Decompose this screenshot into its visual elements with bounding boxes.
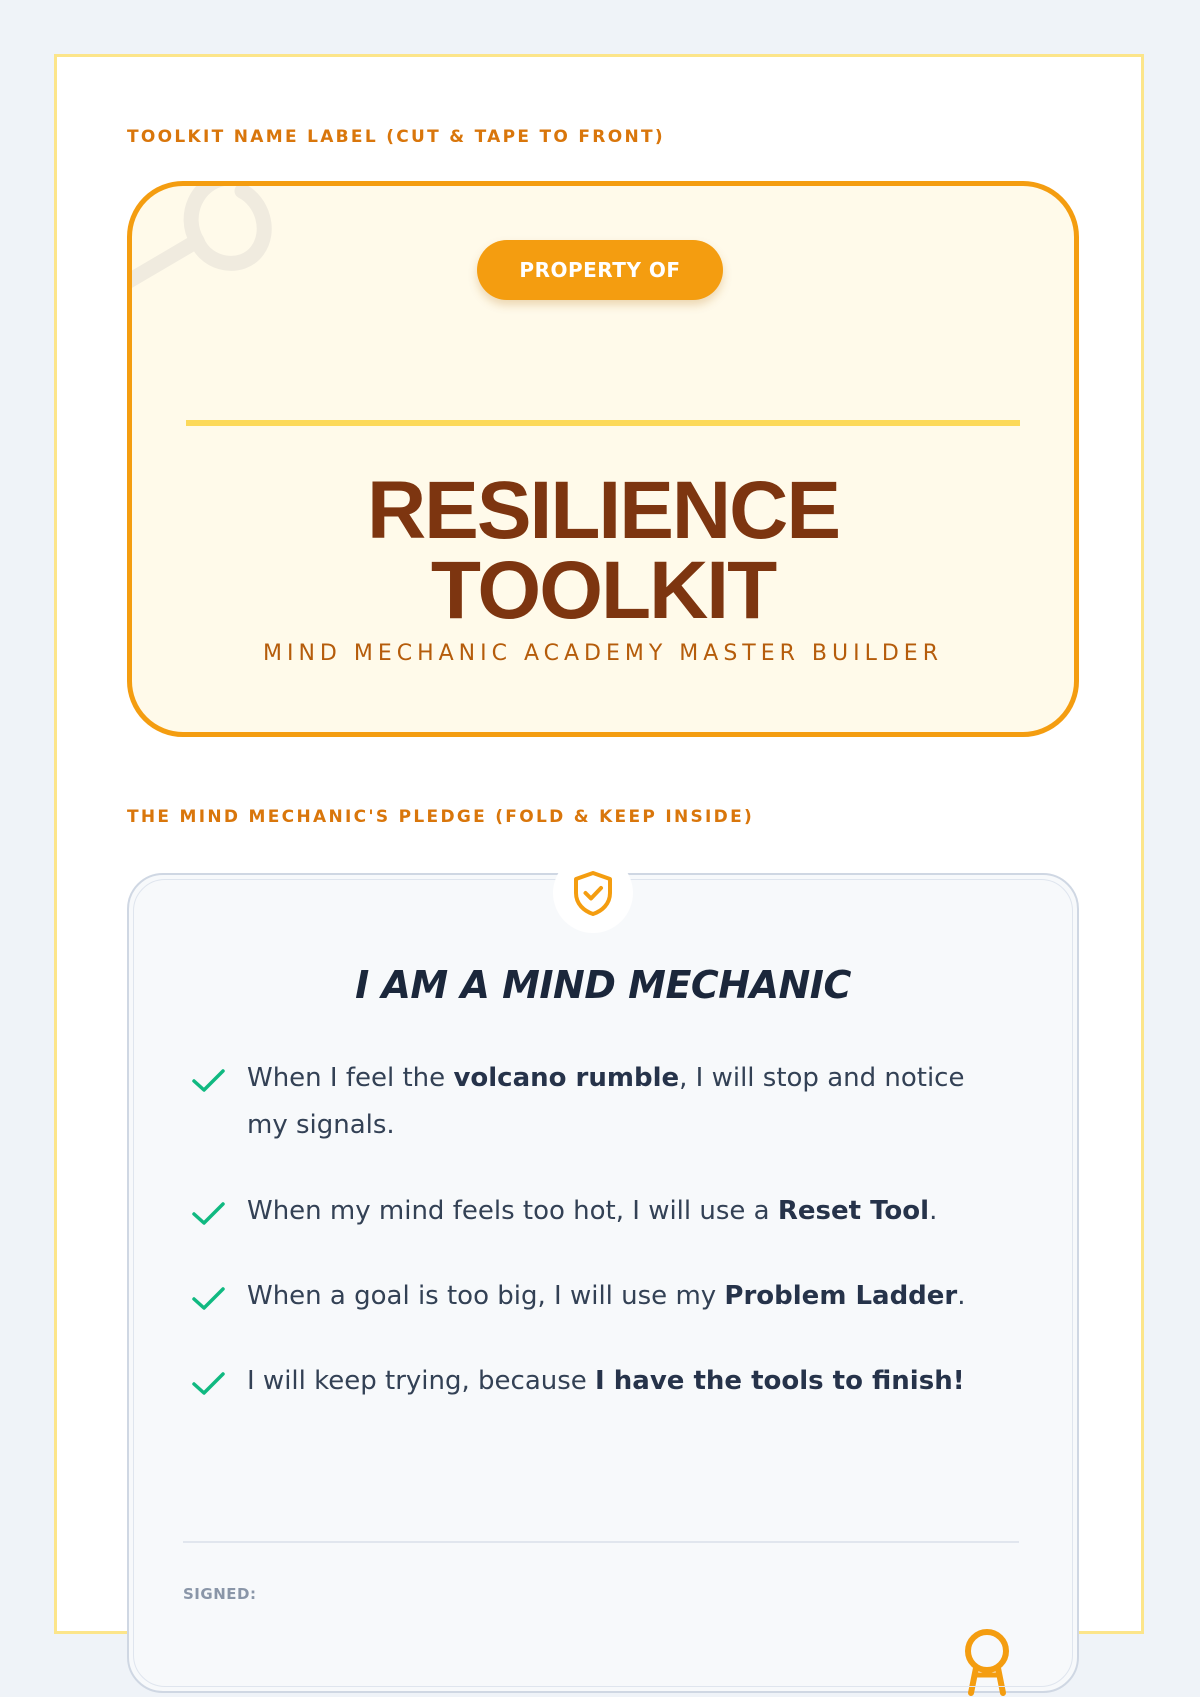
printable-sheet <box>54 54 1144 1634</box>
award-ribbon-icon <box>959 1627 1015 1697</box>
pledge-highlight: I have the tools to finish! <box>595 1366 965 1396</box>
shield-badge <box>553 853 633 933</box>
check-icon <box>189 1368 229 1398</box>
pledge-highlight: Problem Ladder <box>724 1281 958 1311</box>
pledge-text: When my mind feels too hot, I will use a <box>247 1196 778 1226</box>
pledge-list <box>189 1055 979 1444</box>
pledge-text: I will keep trying, because <box>247 1366 596 1396</box>
toolkit-name-label-card <box>127 181 1079 737</box>
pledge-text-end: . <box>957 1281 966 1311</box>
pledge-item <box>189 1273 979 1320</box>
pledge-card <box>127 873 1079 1693</box>
pledge-highlight: Reset Tool <box>777 1196 930 1226</box>
toolkit-title-line-2: TOOLKIT <box>430 545 776 636</box>
shield-check-icon <box>571 869 615 917</box>
check-icon <box>189 1065 229 1095</box>
pledge-item <box>189 1055 979 1149</box>
pledge-section-heading: THE MIND MECHANIC'S PLEDGE (FOLD & KEEP INSIDE) <box>127 807 755 827</box>
pledge-text-end: , I will stop and notice my signals. <box>247 1063 965 1140</box>
pledge-item <box>189 1188 979 1235</box>
toolkit-subtitle: MIND MECHANIC ACADEMY MASTER BUILDER <box>262 641 943 666</box>
toolkit-title <box>132 465 1074 636</box>
name-write-line[interactable] <box>186 420 1020 426</box>
signature-divider <box>183 1541 1019 1543</box>
check-icon <box>189 1198 229 1228</box>
property-of-badge: PROPERTY OF <box>477 240 723 300</box>
pledge-text: When I feel the <box>247 1063 454 1093</box>
pledge-item <box>189 1358 979 1405</box>
label-section-heading: TOOLKIT NAME LABEL (CUT & TAPE TO FRONT) <box>127 127 665 147</box>
pledge-text: When a goal is too big, I will use my <box>247 1281 725 1311</box>
pledge-title: I AM A MIND MECHANIC <box>355 963 851 1007</box>
pledge-highlight: volcano rumble <box>453 1063 680 1093</box>
check-icon <box>189 1283 229 1313</box>
pledge-text-end: . <box>929 1196 938 1226</box>
wrench-icon <box>127 181 302 306</box>
toolkit-title-line-1: RESILIENCE <box>366 465 840 556</box>
signed-label: SIGNED: <box>183 1585 257 1603</box>
